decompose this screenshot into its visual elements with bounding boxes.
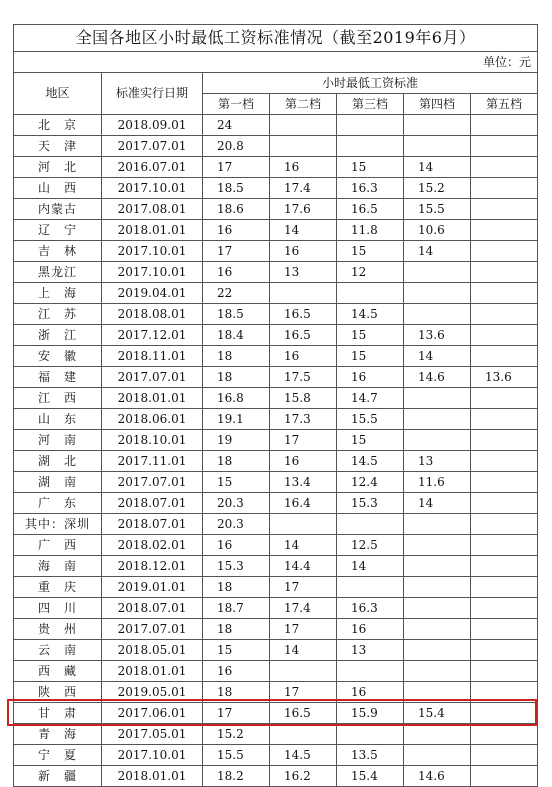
tier-2-cell: 17.3 <box>270 409 337 430</box>
tier-4-cell <box>404 262 471 283</box>
tier-2-cell: 16.2 <box>270 766 337 787</box>
tier-5-cell <box>471 745 538 766</box>
region-cell: 浙 江 <box>14 325 102 346</box>
tier-2-cell: 17 <box>270 430 337 451</box>
table-row <box>14 262 538 283</box>
tier-4-cell: 11.6 <box>404 472 471 493</box>
date-cell: 2018.01.01 <box>102 661 203 682</box>
tier-1-cell: 20.3 <box>203 514 270 535</box>
tier-2-cell: 16 <box>270 241 337 262</box>
table-row <box>14 136 538 157</box>
region-cell: 湖 南 <box>14 472 102 493</box>
date-cell: 2017.10.01 <box>102 745 203 766</box>
tier-3-cell: 16 <box>337 619 404 640</box>
tier-2-cell: 17.6 <box>270 199 337 220</box>
tier-1-cell: 18.6 <box>203 199 270 220</box>
tier-5-cell <box>471 136 538 157</box>
tier-4-cell: 14 <box>404 241 471 262</box>
tier-3-cell: 14 <box>337 556 404 577</box>
tier-2-cell <box>270 136 337 157</box>
date-cell: 2017.11.01 <box>102 451 203 472</box>
tier-4-cell <box>404 640 471 661</box>
region-cell: 安 徽 <box>14 346 102 367</box>
region-cell: 陕 西 <box>14 682 102 703</box>
tier-5-cell <box>471 703 538 724</box>
tier-3-cell: 16 <box>337 367 404 388</box>
date-cell: 2018.05.01 <box>102 640 203 661</box>
tier-3-cell: 14.5 <box>337 451 404 472</box>
header-region: 地区 <box>14 73 102 115</box>
tier-1-cell: 15.3 <box>203 556 270 577</box>
tier-4-cell: 13 <box>404 451 471 472</box>
table-row <box>14 745 538 766</box>
table-row <box>14 724 538 745</box>
table-row <box>14 325 538 346</box>
date-cell: 2017.10.01 <box>102 241 203 262</box>
tier-1-cell: 18.5 <box>203 178 270 199</box>
tier-5-cell <box>471 220 538 241</box>
header-tier-3: 第三档 <box>337 94 404 115</box>
region-cell: 西 藏 <box>14 661 102 682</box>
date-cell: 2018.02.01 <box>102 535 203 556</box>
tier-2-cell: 14 <box>270 220 337 241</box>
date-cell: 2017.07.01 <box>102 136 203 157</box>
region-cell: 其中：深圳 <box>14 514 102 535</box>
tier-1-cell: 24 <box>203 115 270 136</box>
header-tier-2: 第二档 <box>270 94 337 115</box>
tier-3-cell: 15 <box>337 346 404 367</box>
tier-5-cell <box>471 619 538 640</box>
table-row <box>14 766 538 787</box>
table-row <box>14 283 538 304</box>
tier-1-cell: 18 <box>203 682 270 703</box>
date-cell: 2017.10.01 <box>102 262 203 283</box>
tier-4-cell: 14 <box>404 346 471 367</box>
tier-5-cell <box>471 304 538 325</box>
region-cell: 天 津 <box>14 136 102 157</box>
tier-3-cell: 15.3 <box>337 493 404 514</box>
header-tier-5: 第五档 <box>471 94 538 115</box>
tier-5-cell <box>471 661 538 682</box>
tier-4-cell <box>404 619 471 640</box>
tier-4-cell <box>404 556 471 577</box>
date-cell: 2017.07.01 <box>102 619 203 640</box>
tier-1-cell: 19 <box>203 430 270 451</box>
tier-4-cell <box>404 409 471 430</box>
tier-2-cell: 16.5 <box>270 703 337 724</box>
tier-4-cell <box>404 136 471 157</box>
region-cell: 四 川 <box>14 598 102 619</box>
date-cell: 2019.04.01 <box>102 283 203 304</box>
date-cell: 2018.01.01 <box>102 388 203 409</box>
tier-1-cell: 18.7 <box>203 598 270 619</box>
tier-1-cell: 15.2 <box>203 724 270 745</box>
region-cell: 北 京 <box>14 115 102 136</box>
tier-4-cell: 10.6 <box>404 220 471 241</box>
table-row <box>14 493 538 514</box>
table-row <box>14 619 538 640</box>
tier-3-cell: 11.8 <box>337 220 404 241</box>
header-tier-1: 第一档 <box>203 94 270 115</box>
tier-3-cell: 12 <box>337 262 404 283</box>
tier-5-cell <box>471 535 538 556</box>
tier-3-cell: 15 <box>337 241 404 262</box>
tier-5-cell <box>471 283 538 304</box>
tier-4-cell <box>404 598 471 619</box>
table-row <box>14 556 538 577</box>
date-cell: 2017.06.01 <box>102 703 203 724</box>
tier-1-cell: 17 <box>203 241 270 262</box>
tier-2-cell: 17.4 <box>270 178 337 199</box>
date-cell: 2018.11.01 <box>102 346 203 367</box>
region-cell: 甘 肃 <box>14 703 102 724</box>
tier-5-cell <box>471 514 538 535</box>
tier-4-cell: 14.6 <box>404 766 471 787</box>
tier-4-cell <box>404 682 471 703</box>
table-row <box>14 178 538 199</box>
date-cell: 2017.07.01 <box>102 472 203 493</box>
table-body <box>14 115 538 787</box>
tier-1-cell: 18.2 <box>203 766 270 787</box>
tier-2-cell: 17 <box>270 577 337 598</box>
date-cell: 2018.10.01 <box>102 430 203 451</box>
tier-5-cell <box>471 724 538 745</box>
tier-3-cell: 13.5 <box>337 745 404 766</box>
tier-4-cell <box>404 283 471 304</box>
tier-2-cell: 16 <box>270 157 337 178</box>
table-row <box>14 661 538 682</box>
tier-2-cell: 17 <box>270 682 337 703</box>
region-cell: 新 疆 <box>14 766 102 787</box>
tier-2-cell: 16.5 <box>270 304 337 325</box>
tier-1-cell: 18.5 <box>203 304 270 325</box>
tier-3-cell: 16 <box>337 682 404 703</box>
tier-5-cell <box>471 115 538 136</box>
tier-2-cell: 14.4 <box>270 556 337 577</box>
tier-1-cell: 15 <box>203 472 270 493</box>
tier-3-cell <box>337 514 404 535</box>
region-cell: 重 庆 <box>14 577 102 598</box>
tier-2-cell: 13 <box>270 262 337 283</box>
tier-1-cell: 18 <box>203 577 270 598</box>
date-cell: 2017.12.01 <box>102 325 203 346</box>
tier-5-cell <box>471 577 538 598</box>
table-row <box>14 157 538 178</box>
tier-4-cell: 14 <box>404 157 471 178</box>
tier-5-cell <box>471 346 538 367</box>
tier-3-cell: 15.9 <box>337 703 404 724</box>
tier-2-cell: 14 <box>270 535 337 556</box>
tier-3-cell <box>337 577 404 598</box>
tier-4-cell <box>404 514 471 535</box>
table-title: 全国各地区小时最低工资标准情况（截至2019年6月） <box>14 25 538 52</box>
tier-3-cell <box>337 283 404 304</box>
tier-5-cell <box>471 262 538 283</box>
header-tier-4: 第四档 <box>404 94 471 115</box>
tier-2-cell: 17 <box>270 619 337 640</box>
tier-2-cell: 16 <box>270 346 337 367</box>
region-cell: 广 东 <box>14 493 102 514</box>
tier-4-cell: 15.4 <box>404 703 471 724</box>
tier-1-cell: 17 <box>203 157 270 178</box>
table-row <box>14 640 538 661</box>
tier-1-cell: 18 <box>203 346 270 367</box>
tier-2-cell: 13.4 <box>270 472 337 493</box>
date-cell: 2018.07.01 <box>102 514 203 535</box>
tier-2-cell <box>270 115 337 136</box>
tier-4-cell <box>404 535 471 556</box>
table-row <box>14 367 538 388</box>
tier-5-cell <box>471 682 538 703</box>
table-row <box>14 388 538 409</box>
tier-3-cell: 15 <box>337 157 404 178</box>
tier-5-cell <box>471 556 538 577</box>
tier-3-cell: 16.3 <box>337 178 404 199</box>
tier-5-cell <box>471 157 538 178</box>
tier-3-cell: 16.5 <box>337 199 404 220</box>
min-wage-table <box>13 24 538 787</box>
tier-1-cell: 15 <box>203 640 270 661</box>
tier-1-cell: 16.8 <box>203 388 270 409</box>
tier-1-cell: 16 <box>203 262 270 283</box>
region-cell: 内蒙古 <box>14 199 102 220</box>
tier-5-cell <box>471 493 538 514</box>
region-cell: 吉 林 <box>14 241 102 262</box>
tier-1-cell: 18 <box>203 367 270 388</box>
tier-2-cell <box>270 283 337 304</box>
tier-3-cell: 12.4 <box>337 472 404 493</box>
tier-1-cell: 15.5 <box>203 745 270 766</box>
tier-1-cell: 17 <box>203 703 270 724</box>
tier-1-cell: 16 <box>203 661 270 682</box>
region-cell: 上 海 <box>14 283 102 304</box>
date-cell: 2017.07.01 <box>102 367 203 388</box>
tier-5-cell <box>471 472 538 493</box>
date-cell: 2017.08.01 <box>102 199 203 220</box>
header-date: 标准实行日期 <box>102 73 203 115</box>
tier-3-cell <box>337 115 404 136</box>
unit-label: 单位：元 <box>14 52 538 73</box>
date-cell: 2018.06.01 <box>102 409 203 430</box>
tier-5-cell <box>471 430 538 451</box>
date-cell: 2017.05.01 <box>102 724 203 745</box>
tier-2-cell: 17.4 <box>270 598 337 619</box>
tier-3-cell: 15.5 <box>337 409 404 430</box>
tier-1-cell: 20.3 <box>203 493 270 514</box>
tier-2-cell: 14 <box>270 640 337 661</box>
region-cell: 山 东 <box>14 409 102 430</box>
table-row <box>14 514 538 535</box>
tier-2-cell: 17.5 <box>270 367 337 388</box>
tier-1-cell: 18 <box>203 451 270 472</box>
tier-5-cell <box>471 640 538 661</box>
date-cell: 2016.07.01 <box>102 157 203 178</box>
tier-4-cell <box>404 745 471 766</box>
region-cell: 海 南 <box>14 556 102 577</box>
tier-5-cell <box>471 388 538 409</box>
table-row <box>14 115 538 136</box>
tier-3-cell: 15 <box>337 325 404 346</box>
tier-5-cell <box>471 409 538 430</box>
table-row <box>14 199 538 220</box>
region-cell: 辽 宁 <box>14 220 102 241</box>
table-row <box>14 472 538 493</box>
table-row <box>14 304 538 325</box>
region-cell: 湖 北 <box>14 451 102 472</box>
tier-2-cell <box>270 661 337 682</box>
region-cell: 江 苏 <box>14 304 102 325</box>
tier-5-cell: 13.6 <box>471 367 538 388</box>
tier-5-cell <box>471 325 538 346</box>
tier-1-cell: 18.4 <box>203 325 270 346</box>
tier-3-cell: 15 <box>337 430 404 451</box>
tier-4-cell <box>404 115 471 136</box>
tier-3-cell <box>337 136 404 157</box>
table-row <box>14 346 538 367</box>
tier-3-cell: 13 <box>337 640 404 661</box>
region-cell: 青 海 <box>14 724 102 745</box>
region-cell: 贵 州 <box>14 619 102 640</box>
table-row <box>14 703 538 724</box>
region-cell: 河 南 <box>14 430 102 451</box>
tier-5-cell <box>471 451 538 472</box>
tier-4-cell: 14.6 <box>404 367 471 388</box>
tier-4-cell <box>404 430 471 451</box>
region-cell: 江 西 <box>14 388 102 409</box>
tier-2-cell: 16.4 <box>270 493 337 514</box>
header-tier-group: 小时最低工资标准 <box>203 73 538 94</box>
tier-5-cell <box>471 241 538 262</box>
tier-2-cell: 16.5 <box>270 325 337 346</box>
table-row <box>14 241 538 262</box>
tier-1-cell: 16 <box>203 535 270 556</box>
table-row <box>14 220 538 241</box>
region-cell: 云 南 <box>14 640 102 661</box>
tier-2-cell <box>270 724 337 745</box>
region-cell: 宁 夏 <box>14 745 102 766</box>
tier-4-cell: 15.2 <box>404 178 471 199</box>
date-cell: 2018.07.01 <box>102 598 203 619</box>
tier-3-cell: 15.4 <box>337 766 404 787</box>
tier-4-cell: 14 <box>404 493 471 514</box>
table-row <box>14 682 538 703</box>
tier-3-cell: 12.5 <box>337 535 404 556</box>
date-cell: 2018.12.01 <box>102 556 203 577</box>
tier-1-cell: 18 <box>203 619 270 640</box>
region-cell: 福 建 <box>14 367 102 388</box>
tier-4-cell: 13.6 <box>404 325 471 346</box>
tier-4-cell: 15.5 <box>404 199 471 220</box>
tier-2-cell: 14.5 <box>270 745 337 766</box>
date-cell: 2018.09.01 <box>102 115 203 136</box>
tier-3-cell <box>337 724 404 745</box>
tier-5-cell <box>471 178 538 199</box>
date-cell: 2018.08.01 <box>102 304 203 325</box>
tier-3-cell: 16.3 <box>337 598 404 619</box>
region-cell: 河 北 <box>14 157 102 178</box>
tier-4-cell <box>404 661 471 682</box>
date-cell: 2018.01.01 <box>102 766 203 787</box>
tier-3-cell <box>337 661 404 682</box>
date-cell: 2018.07.01 <box>102 493 203 514</box>
table-row <box>14 577 538 598</box>
tier-5-cell <box>471 199 538 220</box>
tier-1-cell: 22 <box>203 283 270 304</box>
table-row <box>14 430 538 451</box>
tier-4-cell <box>404 388 471 409</box>
tier-3-cell: 14.5 <box>337 304 404 325</box>
tier-2-cell: 15.8 <box>270 388 337 409</box>
tier-4-cell <box>404 724 471 745</box>
table-row <box>14 451 538 472</box>
tier-3-cell: 14.7 <box>337 388 404 409</box>
tier-4-cell <box>404 577 471 598</box>
tier-1-cell: 20.8 <box>203 136 270 157</box>
table-row <box>14 409 538 430</box>
region-cell: 黑龙江 <box>14 262 102 283</box>
tier-5-cell <box>471 766 538 787</box>
date-cell: 2017.10.01 <box>102 178 203 199</box>
date-cell: 2019.05.01 <box>102 682 203 703</box>
table-row <box>14 598 538 619</box>
tier-1-cell: 19.1 <box>203 409 270 430</box>
tier-1-cell: 16 <box>203 220 270 241</box>
tier-4-cell <box>404 304 471 325</box>
tier-2-cell: 16 <box>270 451 337 472</box>
tier-5-cell <box>471 598 538 619</box>
table-row <box>14 535 538 556</box>
wage-sheet <box>13 24 537 787</box>
region-cell: 山 西 <box>14 178 102 199</box>
date-cell: 2018.01.01 <box>102 220 203 241</box>
region-cell: 广 西 <box>14 535 102 556</box>
date-cell: 2019.01.01 <box>102 577 203 598</box>
tier-2-cell <box>270 514 337 535</box>
